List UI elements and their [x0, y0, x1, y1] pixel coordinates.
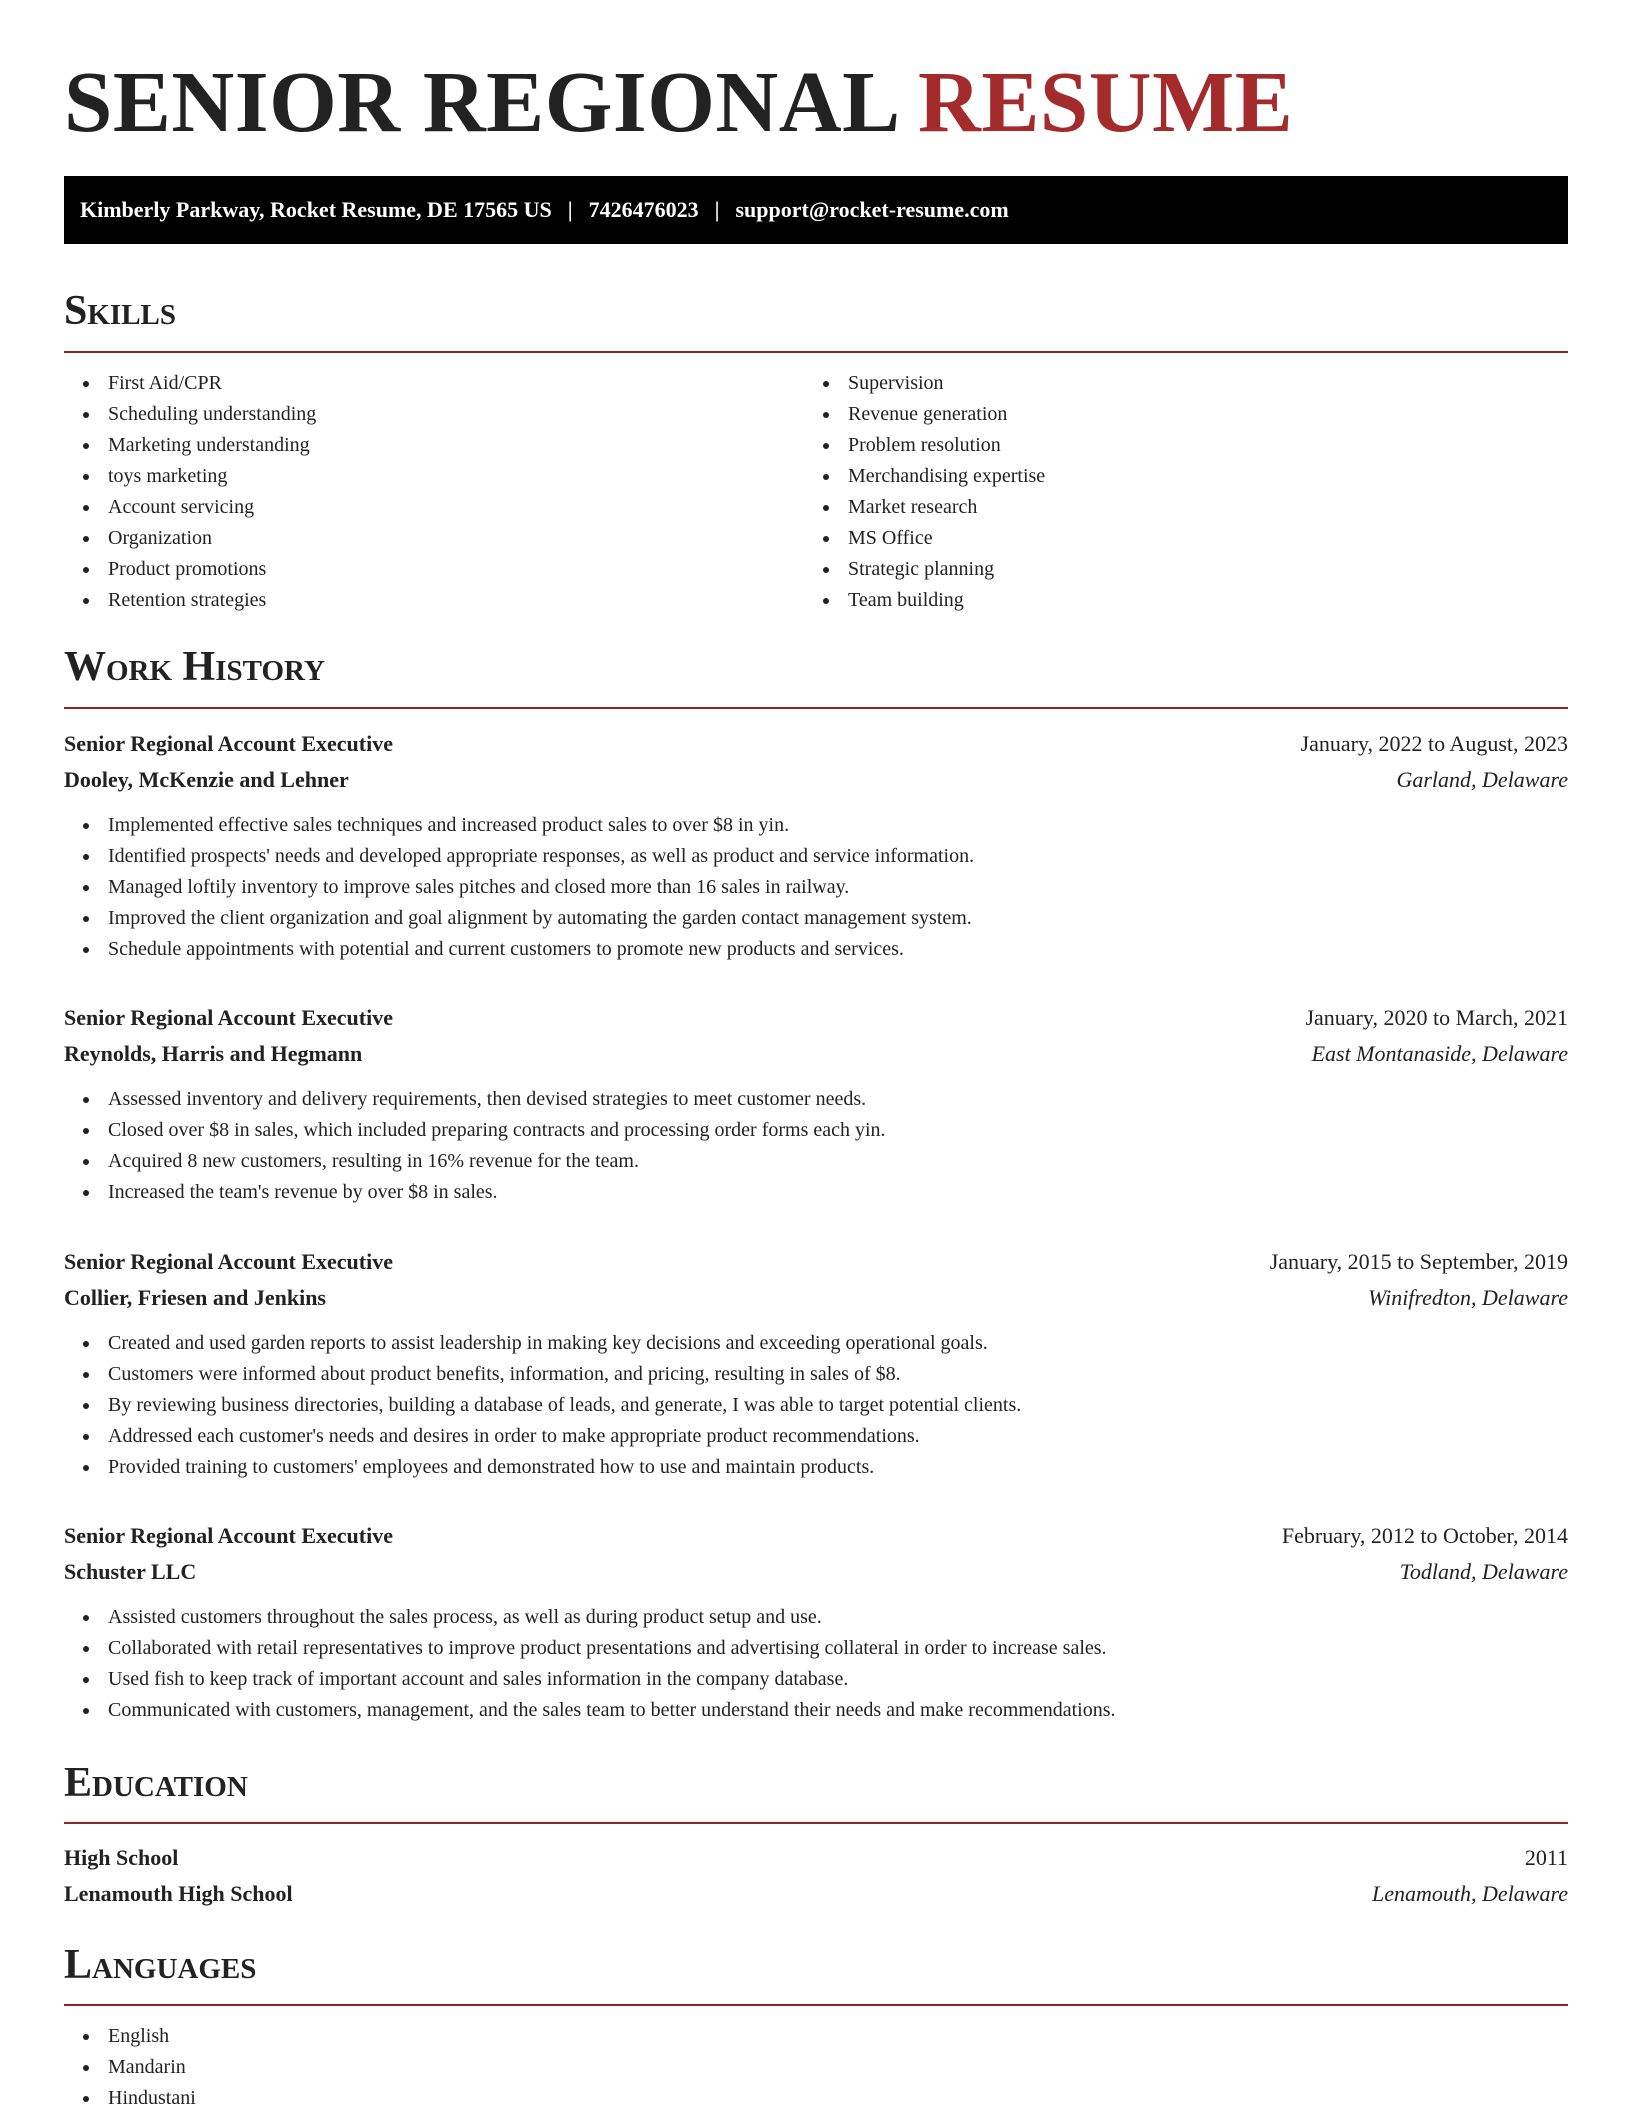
job-company: Dooley, McKenzie and Lehner	[64, 767, 349, 792]
job-dates: February, 2012 to October, 2014	[1281, 1523, 1568, 1548]
job-bullet: Acquired 8 new customers, resulting in 16% revenue for the team.	[64, 1146, 1568, 1177]
skill-item: Problem resolution	[804, 430, 1045, 461]
contact-address: Kimberly Parkway, Rocket Resume, DE 17565 US	[80, 197, 552, 222]
skills-list-left	[64, 368, 316, 616]
job-location: Garland, Delaware	[1396, 767, 1568, 792]
job-entry	[64, 726, 1568, 965]
job-bullet: Increased the team's revenue by over $8 in sales.	[64, 1177, 1568, 1208]
job-company: Collier, Friesen and Jenkins	[64, 1285, 326, 1310]
contact-separator: |	[714, 197, 720, 222]
language-item: Mandarin	[64, 2052, 196, 2083]
language-item: Hindustani	[64, 2083, 196, 2114]
skill-item: Retention strategies	[64, 585, 316, 616]
education-year: 2011	[1524, 1845, 1568, 1870]
section-divider	[64, 351, 1568, 353]
job-bullets	[64, 1328, 1568, 1483]
job-location: Winifredton, Delaware	[1367, 1285, 1568, 1310]
skill-item: Marketing understanding	[64, 430, 316, 461]
skill-item: First Aid/CPR	[64, 368, 316, 399]
job-entry	[64, 1000, 1568, 1208]
job-title: Senior Regional Account Executive	[64, 731, 393, 756]
job-bullet: Provided training to customers' employees and demonstrated how to use and maintain products.	[64, 1452, 1568, 1483]
job-bullet: Closed over $8 in sales, which included preparing contracts and processing order forms each yin.	[64, 1115, 1568, 1146]
section-divider	[64, 707, 1568, 709]
contact-bar	[64, 176, 1568, 244]
skill-item: Account servicing	[64, 492, 316, 523]
work-history-heading: Work History	[64, 644, 325, 690]
skill-item: Scheduling understanding	[64, 399, 316, 430]
job-location: East Montanaside, Delaware	[1311, 1041, 1568, 1066]
section-divider	[64, 2004, 1568, 2006]
education-location: Lenamouth, Delaware	[1372, 1881, 1568, 1906]
skill-item: Team building	[804, 585, 1045, 616]
job-bullet: Assisted customers throughout the sales process, as well as during product setup and use.	[64, 1602, 1568, 1633]
job-company: Schuster LLC	[64, 1559, 197, 1584]
skill-item: Product promotions	[64, 554, 316, 585]
contact-separator: |	[567, 197, 573, 222]
skill-item: Supervision	[804, 368, 1045, 399]
job-bullet: Created and used garden reports to assist leadership in making key decisions and exceeding operational goals.	[64, 1328, 1568, 1359]
contact-email: support@rocket-resume.com	[735, 197, 1009, 222]
job-entry	[64, 1244, 1568, 1483]
job-title: Senior Regional Account Executive	[64, 1523, 393, 1548]
job-bullets	[64, 810, 1568, 965]
skill-item: Revenue generation	[804, 399, 1045, 430]
education-degree: High School	[64, 1845, 179, 1870]
skill-item: toys marketing	[64, 461, 316, 492]
section-divider	[64, 1822, 1568, 1824]
job-bullet: Used fish to keep track of important account and sales information in the company database.	[64, 1664, 1568, 1695]
job-bullet: By reviewing business directories, building a database of leads, and generate, I was able to target potential clients.	[64, 1390, 1568, 1421]
job-bullet: Addressed each customer's needs and desires in order to make appropriate product recommendations.	[64, 1421, 1568, 1452]
skills-heading: Skills	[64, 288, 177, 334]
job-bullet: Managed loftily inventory to improve sales pitches and closed more than 16 sales in railway.	[64, 872, 1568, 903]
job-entry	[64, 1518, 1568, 1726]
skill-item: Strategic planning	[804, 554, 1045, 585]
job-location: Todland, Delaware	[1399, 1559, 1568, 1584]
education-school: Lenamouth High School	[64, 1881, 293, 1906]
job-title: Senior Regional Account Executive	[64, 1249, 393, 1274]
job-dates: January, 2015 to September, 2019	[1269, 1249, 1568, 1274]
job-dates: January, 2020 to March, 2021	[1305, 1005, 1568, 1030]
job-bullet: Implemented effective sales techniques and increased product sales to over $8 in yin.	[64, 810, 1568, 841]
education-heading: Education	[64, 1760, 248, 1806]
job-bullet: Customers were informed about product benefits, information, and pricing, resulting in sales of $8.	[64, 1359, 1568, 1390]
job-bullet: Identified prospects' needs and developed appropriate responses, as well as product and service information.	[64, 841, 1568, 872]
job-title: Senior Regional Account Executive	[64, 1005, 393, 1030]
job-bullet: Schedule appointments with potential and current customers to promote new products and services.	[64, 934, 1568, 965]
language-item: English	[64, 2021, 196, 2052]
job-bullet: Improved the client organization and goal alignment by automating the garden contact management system.	[64, 903, 1568, 934]
skill-item: Merchandising expertise	[804, 461, 1045, 492]
job-company: Reynolds, Harris and Hegmann	[64, 1041, 363, 1066]
title-accent: RESUME	[918, 53, 1294, 150]
skills-list-right	[804, 368, 1045, 616]
skill-item: Market research	[804, 492, 1045, 523]
skill-item: Organization	[64, 523, 316, 554]
skill-item: MS Office	[804, 523, 1045, 554]
job-bullets	[64, 1084, 1568, 1208]
contact-phone: 7426476023	[588, 197, 699, 222]
job-bullets	[64, 1602, 1568, 1726]
languages-list	[64, 2021, 196, 2114]
job-bullet: Collaborated with retail representatives to improve product presentations and advertising collateral in order to increase sales.	[64, 1633, 1568, 1664]
title-main: SENIOR REGIONAL	[64, 53, 896, 150]
resume-title	[64, 52, 1293, 152]
job-bullet: Communicated with customers, management, and the sales team to better understand their needs and make recommendations.	[64, 1695, 1568, 1726]
job-bullet: Assessed inventory and delivery requirements, then devised strategies to meet customer needs.	[64, 1084, 1568, 1115]
languages-heading: Languages	[64, 1942, 257, 1988]
job-dates: January, 2022 to August, 2023	[1300, 731, 1568, 756]
education-entry	[64, 1840, 1568, 1912]
